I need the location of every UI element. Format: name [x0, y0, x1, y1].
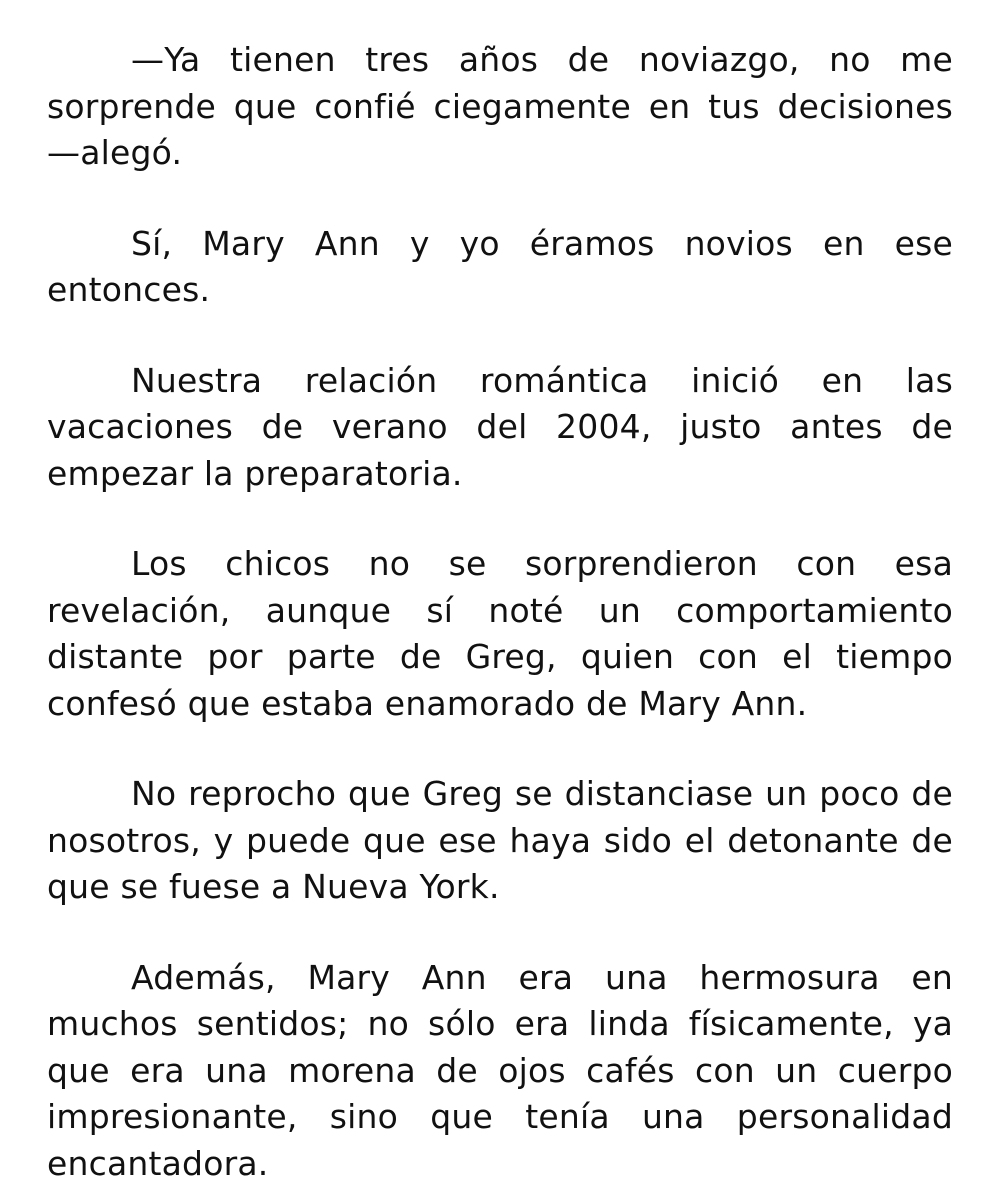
paragraph-4: Los chicos no se sorprendieron con esa revelación, aunque sí noté un comportamiento distante por parte de Greg, quien con el tiempo confesó que estaba enamorado de Mary Ann.	[47, 544, 953, 723]
reader-page	[47, 37, 953, 1183]
paragraph-5: No reprocho que Greg se distanciase un poco de nosotros, y puede que ese haya sido el detonante de que se fuese a Nueva York.	[47, 774, 953, 906]
paragraph-3: Nuestra relación romántica inició en las vacaciones de verano del 2004, justo antes de empezar la preparatoria.	[47, 360, 953, 493]
paragraph-6: Además, Mary Ann era una hermosura en muchos sentidos; no sólo era linda físicamente, ya que era una morena de ojos cafés con un cuerpo impresionante, sino que tenía una personalidad encantadora.	[47, 957, 953, 1183]
paragraph-1: —Ya tienen tres años de noviazgo, no me sorprende que confié ciegamente en tus decisiones —alegó.	[47, 40, 953, 172]
paragraph-2: Sí, Mary Ann y yo éramos novios en ese entonces.	[47, 223, 953, 309]
